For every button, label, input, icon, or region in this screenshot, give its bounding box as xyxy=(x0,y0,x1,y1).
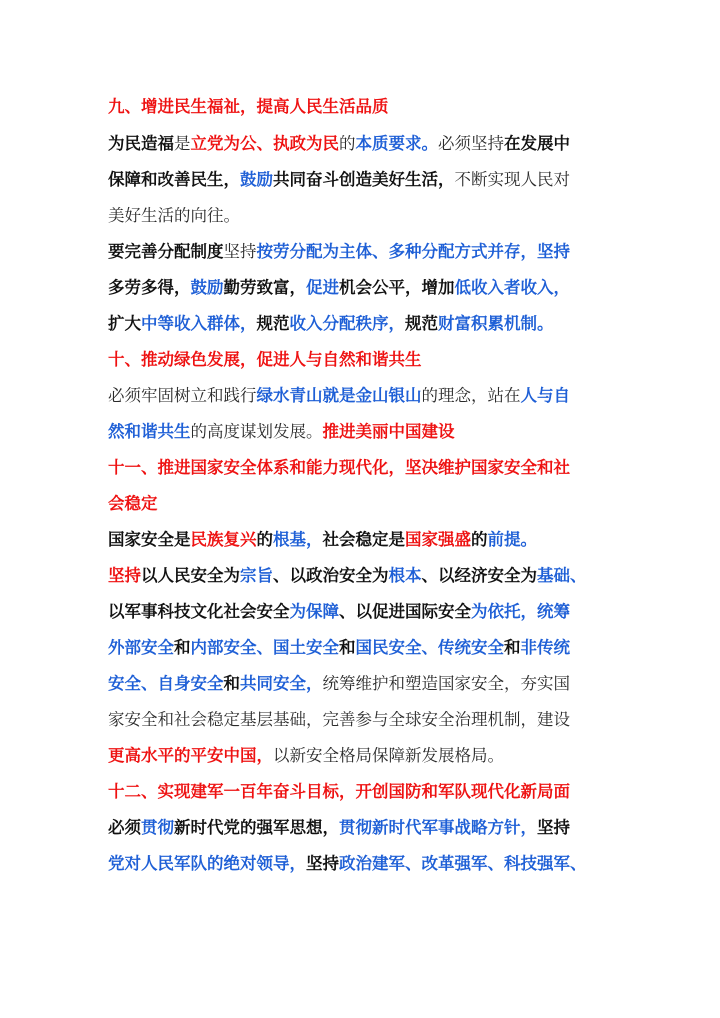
red-emphasis-text: 十二、实现建军一百年奋斗目标，开创国防和军队现代化新局面 xyxy=(108,782,570,801)
blue-emphasis-text: 外部安全 xyxy=(108,638,174,657)
body-text: 必须牢固树立和践行 xyxy=(108,386,257,405)
text-line xyxy=(108,414,618,450)
bold-text: 为民造福 xyxy=(108,134,174,153)
red-emphasis-text: 国家强盛 xyxy=(405,530,471,549)
document-page xyxy=(108,92,618,882)
body-text: 的高度谋划发展。 xyxy=(190,422,323,441)
text-line xyxy=(108,738,618,774)
blue-emphasis-text: 政治建军、改革强军、科技强军、 xyxy=(339,854,587,873)
body-text: 美好生活的向往。 xyxy=(108,206,240,225)
blue-emphasis-text: 基础、 xyxy=(537,566,587,585)
text-line xyxy=(108,92,618,126)
blue-emphasis-text: 安全、自身安全 xyxy=(108,674,224,693)
bold-text: 、以促进国际安全 xyxy=(339,602,471,621)
text-line xyxy=(108,522,618,558)
bold-text: 的 xyxy=(256,530,273,549)
bold-text: 保障和改善民生， xyxy=(108,170,240,189)
body-text: 是 xyxy=(174,134,191,153)
bold-text: 国家安全是 xyxy=(108,530,191,549)
red-emphasis-text: 十一、推进国家安全体系和能力现代化，坚决维护国家安全和社 xyxy=(108,458,570,477)
bold-text: 多劳多得， xyxy=(108,278,191,297)
blue-emphasis-text: 中等收入群体， xyxy=(141,314,257,333)
text-line xyxy=(108,378,618,414)
bold-text: 和 xyxy=(223,674,240,693)
bold-text: 规范 xyxy=(405,314,438,333)
bold-text: 规范 xyxy=(256,314,290,333)
blue-emphasis-text: 根基， xyxy=(273,530,323,549)
text-line xyxy=(108,234,618,270)
bold-text: 的 xyxy=(471,530,488,549)
red-emphasis-text: 会稳定 xyxy=(108,494,158,513)
text-line xyxy=(108,306,618,342)
blue-emphasis-text: 贯彻 xyxy=(141,818,174,837)
blue-emphasis-text: 宗旨 xyxy=(240,566,273,585)
text-line xyxy=(108,162,618,198)
bold-text: 和 xyxy=(339,638,356,657)
blue-emphasis-text: 绿水青山就是金山银山 xyxy=(256,386,422,405)
blue-emphasis-text: 非传统 xyxy=(520,638,570,657)
body-text: 坚持 xyxy=(223,242,257,261)
blue-emphasis-text: 低收入者收入， xyxy=(454,278,570,297)
bold-text: 扩大 xyxy=(108,314,141,333)
blue-emphasis-text: 根本 xyxy=(388,566,422,585)
text-line xyxy=(108,630,618,666)
blue-emphasis-text: 财富积累机制。 xyxy=(438,314,554,333)
bold-text: 新时代党的强军思想， xyxy=(174,818,339,837)
bold-text: 、以政治安全为 xyxy=(273,566,389,585)
blue-emphasis-text: 为保障 xyxy=(289,602,339,621)
bold-text: 社会稳定是 xyxy=(322,530,405,549)
blue-emphasis-text: 本质要求。 xyxy=(355,134,438,153)
text-line xyxy=(108,702,618,738)
blue-emphasis-text: 前提。 xyxy=(487,530,537,549)
red-emphasis-text: 更高水平的平安中国， xyxy=(108,746,273,765)
text-line xyxy=(108,774,618,810)
body-text: 家安全和社会稳定基层基础，完善参与全球安全治理机制，建设 xyxy=(108,710,570,729)
red-emphasis-text: 推进美丽中国建设 xyxy=(322,422,455,441)
text-line xyxy=(108,486,618,522)
red-emphasis-text: 立党为公、执政为民 xyxy=(190,134,339,153)
blue-emphasis-text: 共同安全， xyxy=(240,674,323,693)
blue-emphasis-text: 收入分配秩序， xyxy=(289,314,405,333)
text-line xyxy=(108,270,618,306)
body-text: 的理念，站在 xyxy=(421,386,521,405)
bold-text: 必须 xyxy=(108,818,141,837)
blue-emphasis-text: 国民安全、传统安全 xyxy=(355,638,504,657)
blue-emphasis-text: 按劳分配为主体、多种分配方式并存，坚持 xyxy=(256,242,570,261)
blue-emphasis-text: 贯彻新时代军事战略方针， xyxy=(339,818,537,837)
blue-emphasis-text: 然和谐共生 xyxy=(108,422,191,441)
bold-text: 共同奋斗创造美好生活， xyxy=(273,170,455,189)
bold-text: 、以经济安全为 xyxy=(421,566,537,585)
text-line xyxy=(108,846,618,882)
blue-emphasis-text: 为依托，统筹 xyxy=(471,602,570,621)
text-line xyxy=(108,126,618,162)
blue-emphasis-text: 内部安全、国土安全 xyxy=(190,638,339,657)
blue-emphasis-text: 促进 xyxy=(306,278,339,297)
bold-text: 以人民安全为 xyxy=(141,566,240,585)
bold-text: 勤劳致富， xyxy=(223,278,306,297)
body-text: 不断实现人民对 xyxy=(454,170,570,189)
bold-text: 和 xyxy=(174,638,191,657)
text-line xyxy=(108,594,618,630)
text-line xyxy=(108,198,618,234)
text-line xyxy=(108,558,618,594)
bold-text: 坚持 xyxy=(537,818,570,837)
red-emphasis-text: 坚持 xyxy=(108,566,141,585)
text-line xyxy=(108,450,618,486)
bold-text: 机会公平，增加 xyxy=(339,278,455,297)
text-line xyxy=(108,666,618,702)
body-text: 以新安全格局保障新发展格局。 xyxy=(273,746,504,765)
red-emphasis-text: 十、推动绿色发展，促进人与自然和谐共生 xyxy=(108,350,422,369)
bold-text: 坚持 xyxy=(306,854,339,873)
bold-text: 要完善分配制度 xyxy=(108,242,224,261)
body-text: 的 xyxy=(339,134,356,153)
bold-text: 在发展中 xyxy=(504,134,570,153)
blue-emphasis-text: 鼓励 xyxy=(240,170,273,189)
red-emphasis-text: 民族复兴 xyxy=(190,530,257,549)
bold-text: 以军事科技文化社会安全 xyxy=(108,602,290,621)
red-emphasis-text: 九、增进民生福祉，提高人民生活品质 xyxy=(108,97,389,116)
blue-emphasis-text: 鼓励 xyxy=(190,278,224,297)
body-text: 统筹维护和塑造国家安全，夯实国 xyxy=(322,674,570,693)
text-line xyxy=(108,342,618,378)
text-line xyxy=(108,810,618,846)
bold-text: 和 xyxy=(504,638,521,657)
blue-emphasis-text: 人与自 xyxy=(520,386,570,405)
blue-emphasis-text: 党对人民军队的绝对领导， xyxy=(108,854,306,873)
body-text: 必须坚持 xyxy=(438,134,504,153)
